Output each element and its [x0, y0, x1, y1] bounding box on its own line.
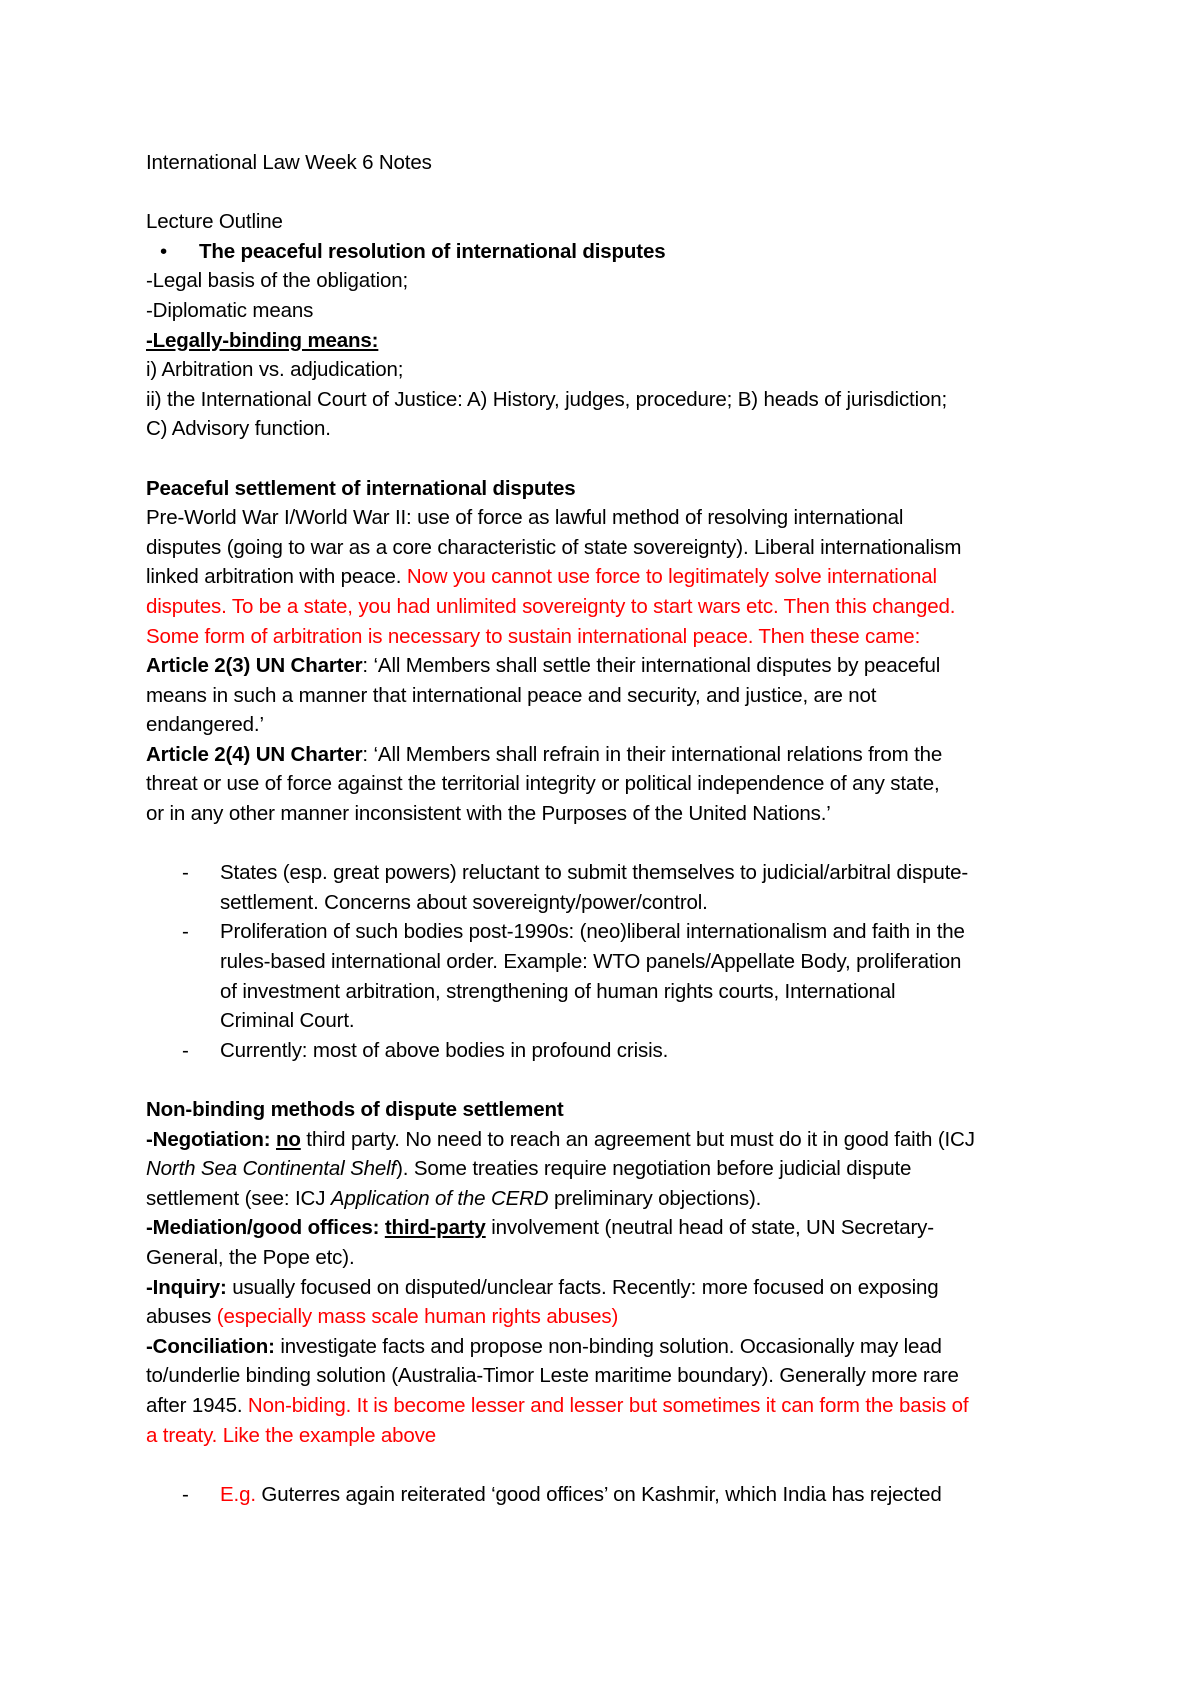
outline-line: -Legally-binding means: — [146, 328, 379, 352]
outline-line: -Legal basis of the obligation; — [146, 269, 409, 293]
paragraph-line: means in such a manner that international peace and security, and justice, are not — [146, 683, 877, 707]
annotation-red: E.g. — [220, 1482, 256, 1506]
text-run: : ‘All Members shall settle their international disputes by peaceful — [362, 654, 941, 678]
list-item-text — [220, 1036, 668, 1066]
spacer — [146, 1450, 1110, 1480]
text-run: after 1945. — [146, 1393, 248, 1417]
dash-marker: - — [182, 1038, 189, 1062]
spacer — [146, 178, 1110, 208]
emphasis: no — [276, 1127, 301, 1151]
list-item — [146, 917, 1110, 1035]
outline-line: C) Advisory function. — [146, 417, 331, 441]
list-line: rules-based international order. Example: WTO panels/Appellate Body, proliferation — [220, 950, 962, 974]
annotation-red: Some form of arbitration is necessary to sustain international peace. Then these came: — [146, 624, 921, 648]
paragraph-line — [146, 1302, 1110, 1332]
annotation-red: (especially mass scale human rights abuses) — [216, 1305, 619, 1329]
emphasis: third-party — [384, 1216, 486, 1240]
list-line: Proliferation of such bodies post-1990s: (neo)liberal internationalism and faith in the — [220, 920, 965, 944]
list-line: Criminal Court. — [220, 1009, 355, 1033]
text-run: involvement (neutral head of state, UN Secretary- — [485, 1216, 934, 1240]
paragraph-line — [146, 1273, 1110, 1303]
dash-marker: - — [182, 861, 189, 885]
text-run: investigate facts and propose non-binding solution. Occasionally may lead — [280, 1334, 942, 1358]
text-run: linked arbitration with peace. — [146, 565, 407, 589]
annotation-red: Now you cannot use force to legitimately solve international — [406, 565, 937, 589]
text-run: preliminary objections). — [548, 1186, 762, 1210]
outline-heading: Lecture Outline — [146, 210, 283, 234]
text-run: settlement (see: ICJ — [146, 1186, 331, 1210]
article-label: Article 2(3) UN Charter — [146, 654, 363, 678]
outline-bullet-text: The peaceful resolution of international disputes — [199, 239, 666, 263]
list-item-text — [220, 1480, 942, 1510]
annotation-red: Non-biding. It is become lesser and lesser but sometimes it can form the basis of — [247, 1393, 969, 1417]
text-run: Guterres again reiterated ‘good offices’ on Kashmir, which India has rejected — [255, 1482, 942, 1506]
case-name: Application of the CERD — [330, 1186, 549, 1210]
term-label: -Conciliation: — [146, 1334, 281, 1358]
article-label: Article 2(4) UN Charter — [146, 742, 363, 766]
term-label: -Inquiry: — [146, 1275, 233, 1299]
list-item-text — [220, 858, 968, 917]
text-run: usually focused on disputed/unclear facts. Recently: more focused on exposing — [232, 1275, 939, 1299]
term-label: -Mediation/good offices: — [146, 1216, 385, 1240]
paragraph-line: or in any other manner inconsistent with the Purposes of the United Nations.’ — [146, 802, 831, 826]
bullet-marker: • — [160, 239, 168, 263]
text-run: : ‘All Members shall refrain in their international relations from the — [362, 742, 943, 766]
paragraph-line: to/underlie binding solution (Australia-Timor Leste maritime boundary). Generally more rare — [146, 1364, 959, 1388]
spacer — [146, 1065, 1110, 1095]
dash-marker: - — [182, 1482, 189, 1506]
annotation-red: disputes. To be a state, you had unlimited sovereignty to start wars etc. Then this changed. — [146, 594, 956, 618]
paragraph-line — [146, 1154, 1110, 1184]
text-run: ). Some treaties require negotiation before judicial dispute — [396, 1157, 912, 1181]
article-quote — [146, 651, 1110, 681]
paragraph-line: endangered.’ — [146, 713, 264, 737]
article-quote — [146, 740, 1110, 770]
paragraph-line — [146, 1184, 1110, 1214]
list-line: Currently: most of above bodies in profound crisis. — [220, 1038, 669, 1062]
case-name: North Sea Continental Shelf — [146, 1157, 397, 1181]
paragraph-line — [146, 1213, 1110, 1243]
paragraph-line — [146, 1125, 1110, 1155]
list-line: States (esp. great powers) reluctant to submit themselves to judicial/arbitral dispute- — [220, 861, 969, 885]
list-item-text — [220, 917, 965, 1035]
section-heading: Peaceful settlement of international disputes — [146, 476, 576, 500]
text-run: abuses — [146, 1305, 217, 1329]
outline-line: ii) the International Court of Justice: A) History, judges, procedure; B) heads of jurisdiction; — [146, 387, 948, 411]
section-heading: Non-binding methods of dispute settlement — [146, 1098, 564, 1121]
paragraph-line — [146, 1332, 1110, 1362]
document-title: International Law Week 6 Notes — [146, 151, 432, 174]
list-line: of investment arbitration, strengthening of human rights courts, International — [220, 979, 896, 1003]
outline-line: i) Arbitration vs. adjudication; — [146, 358, 404, 382]
list-item — [146, 858, 1110, 917]
spacer — [146, 444, 1110, 474]
list-item — [146, 1480, 1110, 1510]
text-run: third party. No need to reach an agreement but must do it in good faith (ICJ — [300, 1127, 975, 1151]
paragraph-line: General, the Pope etc). — [146, 1245, 355, 1269]
paragraph-line: Pre-World War I/World War II: use of force as lawful method of resolving international — [146, 506, 904, 530]
term-label: -Negotiation: — [146, 1127, 276, 1151]
paragraph-line — [146, 562, 1110, 592]
spacer — [146, 829, 1110, 859]
paragraph-line: threat or use of force against the territorial integrity or political independence of any state, — [146, 772, 940, 796]
list-item — [146, 1036, 1110, 1066]
paragraph-line: disputes (going to war as a core characteristic of state sovereignty). Liberal internationalism — [146, 535, 962, 559]
dash-marker: - — [182, 920, 189, 944]
outline-bullet — [146, 237, 1110, 267]
annotation-red: a treaty. Like the example above — [146, 1423, 436, 1447]
outline-line: -Diplomatic means — [146, 298, 314, 322]
paragraph-line — [146, 1391, 1110, 1421]
list-line: settlement. Concerns about sovereignty/power/control. — [220, 890, 708, 914]
